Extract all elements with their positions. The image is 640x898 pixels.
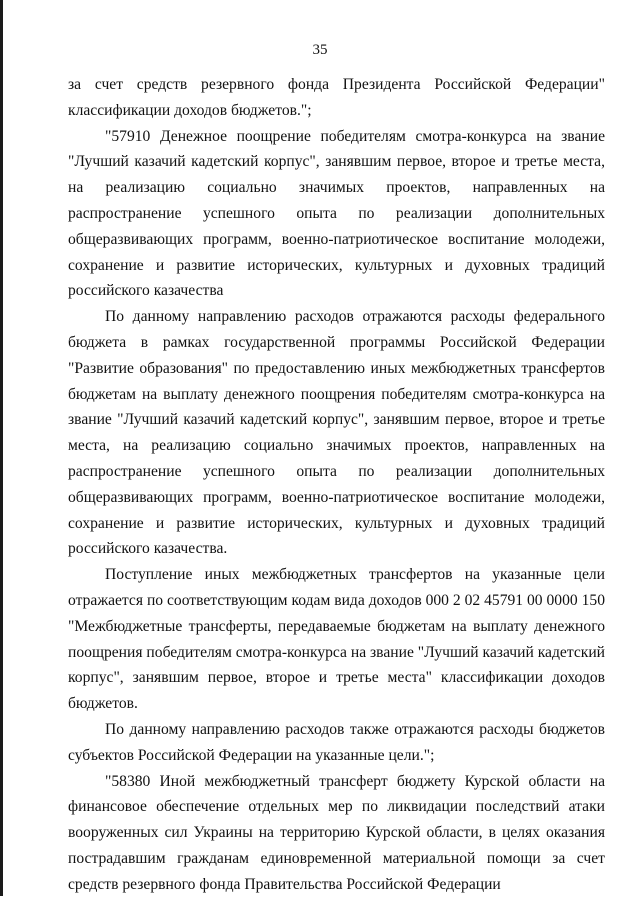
paragraph-code-58380: "58380 Иной межбюджетный трансферт бюджету Курской области на финансовое обеспечение отдельных мер по ликвидации последствий атаки вооруженных сил Украины на территорию Курской области, в целях оказания пострадавшим гражданам единовременной материальной помощи за счет средств резервного фонда Правительства Российской Федерации [68, 772, 605, 893]
page-number: 35 [312, 42, 328, 58]
document-body [68, 72, 605, 898]
paragraph-expenses-description: По данному направлению расходов отражаются расходы федерального бюджета в рамках государственной программы Российской Федерации "Развитие образования" по предоставлению иных межбюджетных трансфертов бюджетам на выплату денежного поощрения победителям смотра-конкурса на звание "Лучший казачий кадетский корпус", занявшим первое, второе и третье места, на реализацию социально значимых проектов, направленных на распространение успешного опыта по реализации дополнительных общеразвивающих программ, военно-патриотическое воспитание молодежи, сохранение и развитие исторических, культурных и духовных традиций российского казачества. [68, 308, 605, 558]
paragraph-regional-expenses: По данному направлению расходов также отражаются расходы бюджетов субъектов Российской Федерации на указанные цели."; [68, 720, 605, 764]
paragraph-revenue-receipt: Поступление иных межбюджетных трансфертов на указанные цели отражается по соответствующим кодам вида доходов 000 2 02 45791 00 0000 150 "Межбюджетные трансферты, передаваемые бюджетам на выплату денежного поощрения победителям смотра-конкурса на звание "Лучший казачий кадетский корпус", занявшим первое, второе и третье места" классификации доходов бюджетов. [68, 566, 606, 713]
paragraph-code-57910: "57910 Денежное поощрение победителям смотра-конкурса на звание "Лучший казачий кадетский корпус", занявшим первое, второе и третье места, на реализацию социально значимых проектов, направленных на распространение успешного опыта по реализации дополнительных общеразвивающих программ, военно-патриотическое воспитание молодежи, сохранение и развитие исторических, культурных и духовных традиций российского казачества [68, 127, 605, 300]
page-left-edge [0, 0, 3, 896]
paragraph-continuation: за счет средств резервного фонда Президента Российской Федерации" классификации доходов бюджетов."; [68, 76, 605, 119]
